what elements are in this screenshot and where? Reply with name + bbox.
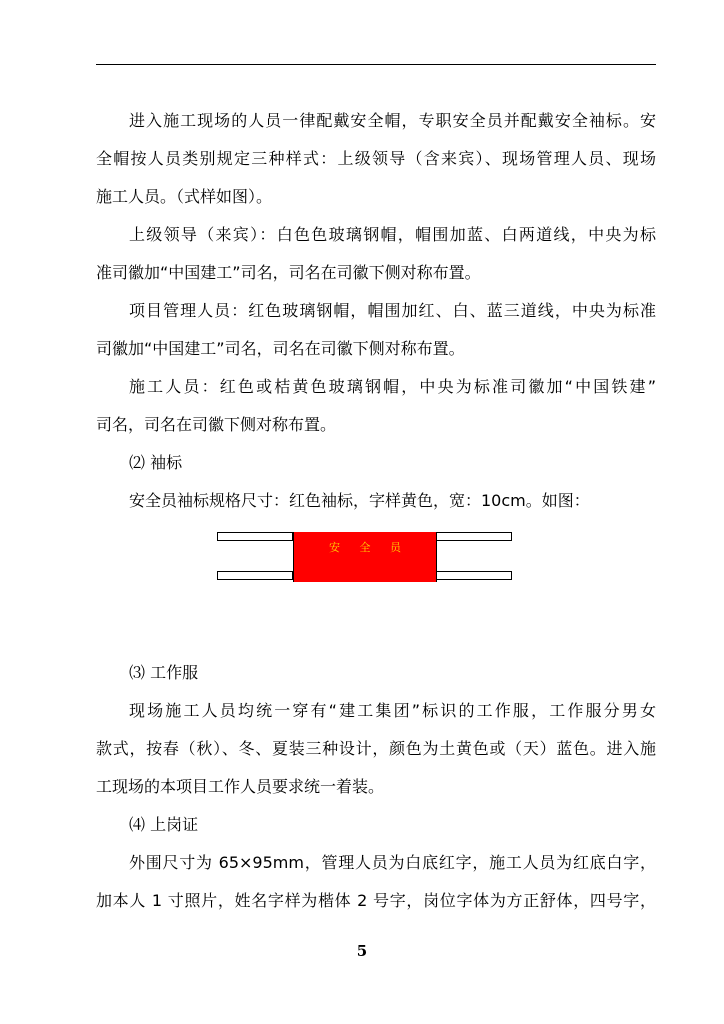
armband-label: 安 全 员 bbox=[329, 541, 409, 554]
text-line: 全帽按人员类别规定三种样式：上级领导（含来宾）、现场管理人员、现场 bbox=[96, 149, 656, 168]
text-line: 工现场的本项目工作人员要求统一着装。 bbox=[96, 777, 385, 796]
armband-strap-right-bottom bbox=[436, 571, 512, 580]
text-line: 司徽加“中国建工”司名，司名在司徽下侧对称布置。 bbox=[96, 339, 465, 358]
body-text-top bbox=[96, 102, 656, 520]
text-line: ⑶ 工作服 bbox=[129, 663, 199, 682]
text-line: 施工人员。（式样如图）。 bbox=[96, 187, 273, 206]
armband-strap-right-top bbox=[436, 532, 512, 541]
page-number: 5 bbox=[356, 942, 368, 960]
header-rule bbox=[96, 64, 656, 65]
text-line: 安全员袖标规格尺寸：红色袖标，字样黄色，宽：10cm。如图： bbox=[129, 491, 590, 510]
text-line: 上级领导（来宾）：白色色玻璃钢帽，帽围加蓝、白两道线，中央为标 bbox=[129, 225, 656, 244]
text-line: 项目管理人员：红色玻璃钢帽，帽围加红、白、蓝三道线，中央为标准 bbox=[129, 301, 656, 320]
text-line: ⑵ 袖标 bbox=[129, 453, 183, 472]
text-line: 准司徽加“中国建工”司名，司名在司徽下侧对称布置。 bbox=[96, 263, 481, 282]
text-line: 施工人员：红色或桔黄色玻璃钢帽，中央为标准司徽加“中国铁建” bbox=[129, 377, 656, 396]
text-line: 司名，司名在司徽下侧对称布置。 bbox=[96, 415, 337, 434]
armband-strap-left-bottom bbox=[217, 571, 293, 580]
text-line: 款式，按春（秋）、冬、夏装三种设计，颜色为土黄色或（天）蓝色。进入施 bbox=[96, 739, 656, 758]
text-line: 加本人 1 寸照片，姓名字样为楷体 2 号字，岗位字体为方正舒体，四号字， bbox=[96, 891, 656, 910]
text-line: 现场施工人员均统一穿有“建工集团”标识的工作服，工作服分男女 bbox=[129, 701, 656, 720]
text-line: 进入施工现场的人员一律配戴安全帽，专职安全员并配戴安全袖标。安 bbox=[129, 111, 656, 130]
armband-red-band bbox=[293, 532, 437, 582]
text-line: ⑷ 上岗证 bbox=[129, 815, 199, 834]
armband-strap-left-top bbox=[217, 532, 293, 541]
text-line: 外围尺寸为 65×95mm，管理人员为白底红字，施工人员为红底白字， bbox=[129, 853, 656, 872]
body-text-bottom bbox=[96, 654, 656, 920]
page-body bbox=[96, 102, 656, 920]
armband-figure bbox=[96, 532, 656, 644]
